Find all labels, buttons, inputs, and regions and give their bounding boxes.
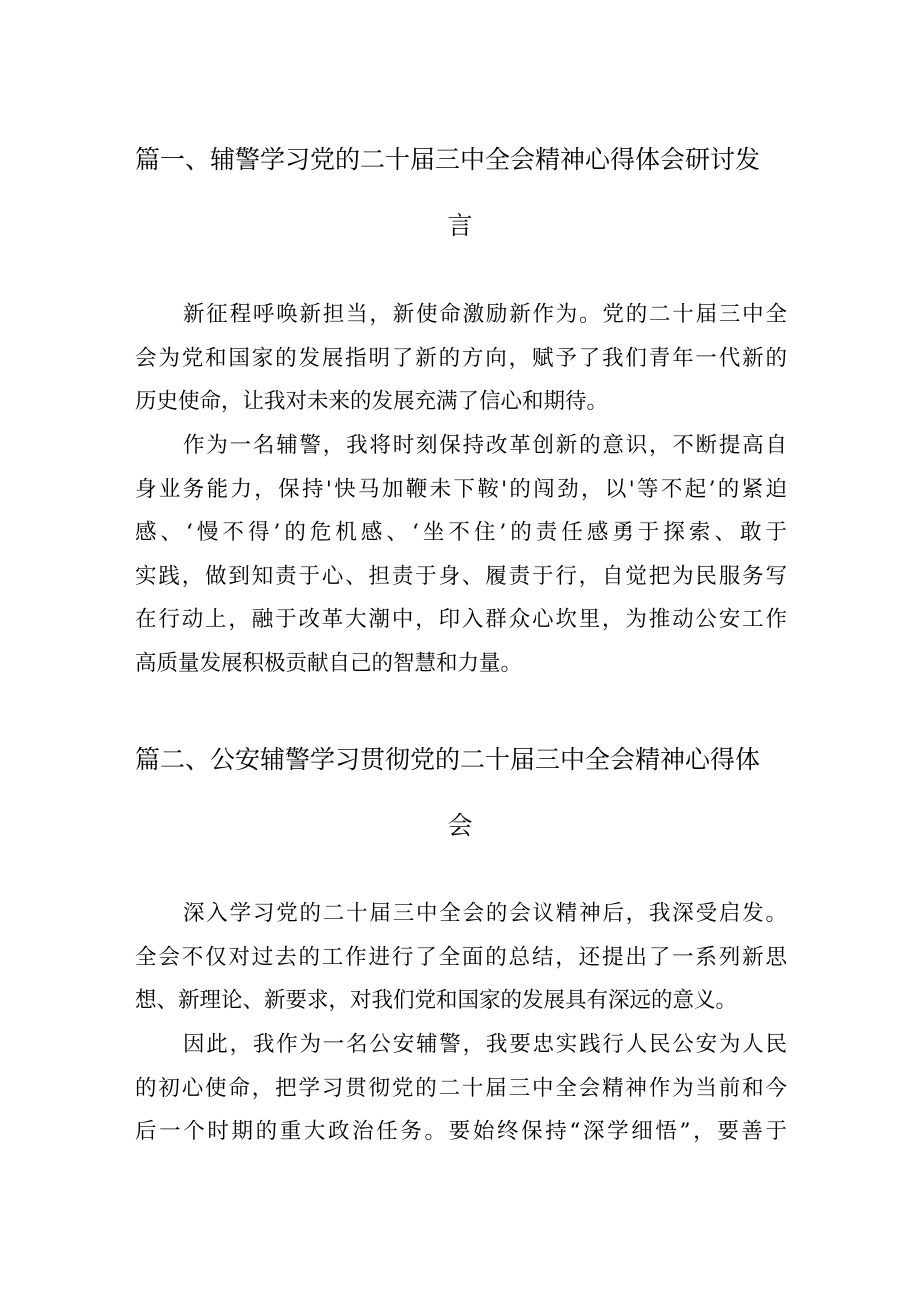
paragraph-line: 想、新理论、新要求，对我们党和国家的发展具有深远的意义。	[135, 988, 738, 1014]
section2-title	[135, 727, 785, 859]
paragraph-line: 会为党和国家的发展指明了新的方向，赋予了我们青年一代新的	[135, 345, 787, 371]
paragraph-line: 的初心使命，把学习贯彻党的二十届三中全会精神作为当前和今	[135, 1075, 787, 1101]
section2-title-line-1: 篇二、公安辅警学习贯彻党的二十届三中全会精神心得体	[135, 745, 761, 774]
paragraph-line: 身业务能力，保持'快马加鞭未下鞍'的闯劲，以'等不起’的紧迫	[135, 476, 787, 502]
paragraph-line: 实践，做到知责于心、担责于身、履责于行，自觉把为民服务写	[135, 563, 787, 589]
paragraph-line: 新征程呼唤新担当，新使命激励新作为。党的二十届三中全	[183, 302, 787, 327]
paragraph-line: 后一个时期的重大政治任务。要始终保持“深学细悟”，要善于	[135, 1119, 787, 1145]
paragraph-line: 在行动上，融于改革大潮中，印入群众心坎里，为推动公安工作	[135, 607, 787, 633]
section1-title	[135, 127, 785, 259]
paragraph-line: 全会不仅对过去的工作进行了全面的总结，还提出了一系列新思	[135, 944, 787, 970]
section1-paragraph-1	[135, 293, 787, 424]
paragraph-line: 因此，我作为一名公安辅警，我要忠实践行人民公安为人民	[183, 1032, 787, 1057]
paragraph-line: 作为一名辅警，我将时刻保持改革创新的意识，不断提高自	[183, 433, 787, 458]
section2-title-line-2: 会	[447, 811, 473, 840]
section2-paragraph-2	[135, 1023, 787, 1154]
paragraph-line: 感、‘慢不得’的危机感、‘坐不住’的责任感勇于探索、敢于	[135, 520, 787, 546]
section1-title-line-2: 言	[447, 211, 473, 240]
paragraph-line: 高质量发展积极贡献自己的智慧和力量。	[135, 650, 523, 676]
section1-title-line-1: 篇一、辅警学习党的二十届三中全会精神心得体会研讨发	[135, 145, 761, 174]
section2-paragraph-1	[135, 892, 787, 1023]
paragraph-line: 深入学习党的二十届三中全会的会议精神后，我深受启发。	[183, 901, 787, 926]
paragraph-line: 历史使命，让我对未来的发展充满了信心和期待。	[135, 389, 609, 415]
section1-paragraph-2	[135, 424, 787, 686]
